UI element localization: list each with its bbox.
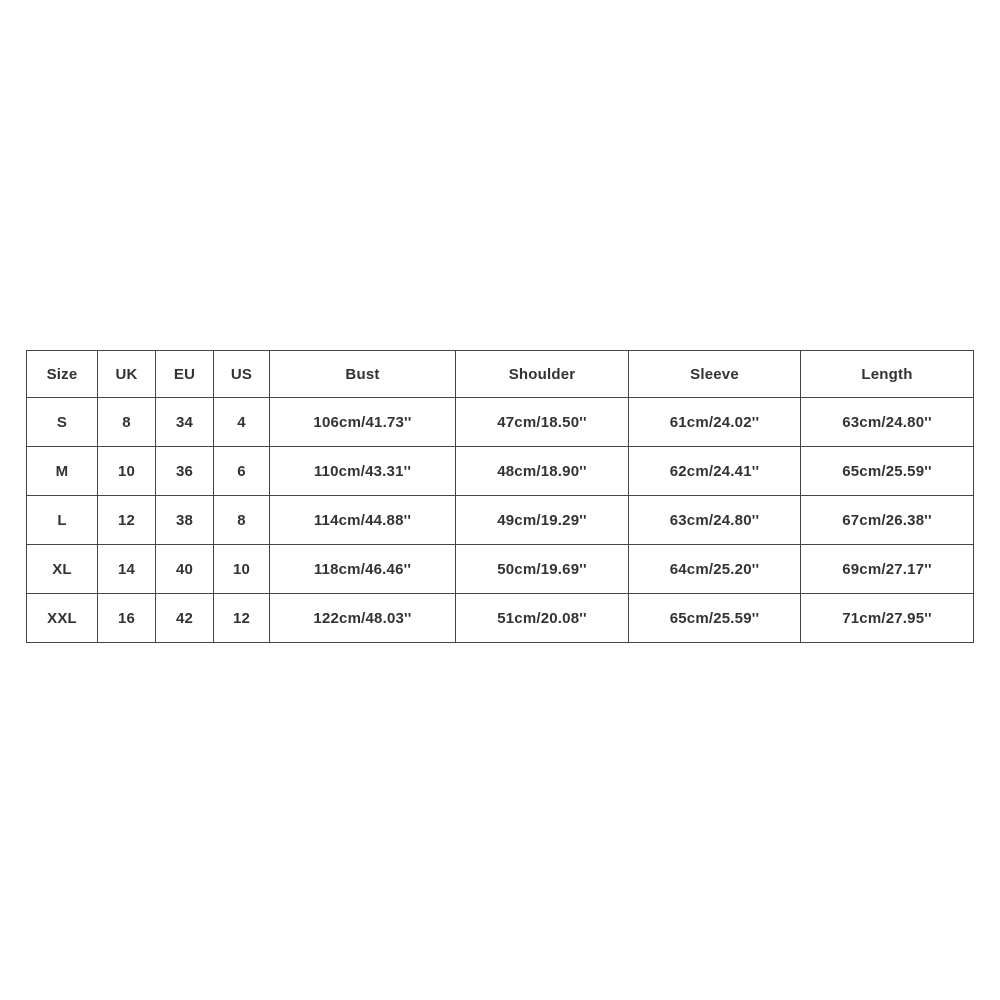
data-cell: 8 bbox=[98, 398, 156, 447]
header-cell-eu: EU bbox=[156, 351, 214, 398]
header-cell-us: US bbox=[214, 351, 270, 398]
table-row-xl bbox=[27, 545, 974, 594]
data-cell: L bbox=[27, 496, 98, 545]
data-cell: 6 bbox=[214, 447, 270, 496]
header-cell-sleeve: Sleeve bbox=[629, 351, 801, 398]
data-cell: 71cm/27.95'' bbox=[801, 594, 974, 643]
size-chart-body bbox=[27, 398, 974, 643]
data-cell: 16 bbox=[98, 594, 156, 643]
data-cell: 10 bbox=[214, 545, 270, 594]
data-cell: 12 bbox=[98, 496, 156, 545]
data-cell: 65cm/25.59'' bbox=[629, 594, 801, 643]
table-row-m bbox=[27, 447, 974, 496]
data-cell: XXL bbox=[27, 594, 98, 643]
size-chart-container bbox=[26, 350, 973, 643]
table-row-l bbox=[27, 496, 974, 545]
data-cell: XL bbox=[27, 545, 98, 594]
data-cell: 12 bbox=[214, 594, 270, 643]
data-cell: 51cm/20.08'' bbox=[456, 594, 629, 643]
header-cell-uk: UK bbox=[98, 351, 156, 398]
table-row-s bbox=[27, 398, 974, 447]
header-row bbox=[27, 351, 974, 398]
data-cell: 34 bbox=[156, 398, 214, 447]
table-row-xxl bbox=[27, 594, 974, 643]
data-cell: M bbox=[27, 447, 98, 496]
data-cell: 63cm/24.80'' bbox=[629, 496, 801, 545]
data-cell: 4 bbox=[214, 398, 270, 447]
data-cell: 8 bbox=[214, 496, 270, 545]
data-cell: 64cm/25.20'' bbox=[629, 545, 801, 594]
data-cell: 10 bbox=[98, 447, 156, 496]
data-cell: 62cm/24.41'' bbox=[629, 447, 801, 496]
data-cell: 106cm/41.73'' bbox=[270, 398, 456, 447]
data-cell: 69cm/27.17'' bbox=[801, 545, 974, 594]
size-chart-table bbox=[26, 350, 974, 643]
data-cell: 48cm/18.90'' bbox=[456, 447, 629, 496]
data-cell: 63cm/24.80'' bbox=[801, 398, 974, 447]
data-cell: 36 bbox=[156, 447, 214, 496]
data-cell: 61cm/24.02'' bbox=[629, 398, 801, 447]
data-cell: 118cm/46.46'' bbox=[270, 545, 456, 594]
data-cell: S bbox=[27, 398, 98, 447]
header-cell-length: Length bbox=[801, 351, 974, 398]
data-cell: 65cm/25.59'' bbox=[801, 447, 974, 496]
data-cell: 14 bbox=[98, 545, 156, 594]
data-cell: 47cm/18.50'' bbox=[456, 398, 629, 447]
header-cell-bust: Bust bbox=[270, 351, 456, 398]
header-cell-size: Size bbox=[27, 351, 98, 398]
data-cell: 38 bbox=[156, 496, 214, 545]
data-cell: 42 bbox=[156, 594, 214, 643]
data-cell: 40 bbox=[156, 545, 214, 594]
size-chart-header bbox=[27, 351, 974, 398]
data-cell: 114cm/44.88'' bbox=[270, 496, 456, 545]
data-cell: 122cm/48.03'' bbox=[270, 594, 456, 643]
data-cell: 110cm/43.31'' bbox=[270, 447, 456, 496]
data-cell: 49cm/19.29'' bbox=[456, 496, 629, 545]
header-cell-shoulder: Shoulder bbox=[456, 351, 629, 398]
data-cell: 50cm/19.69'' bbox=[456, 545, 629, 594]
data-cell: 67cm/26.38'' bbox=[801, 496, 974, 545]
